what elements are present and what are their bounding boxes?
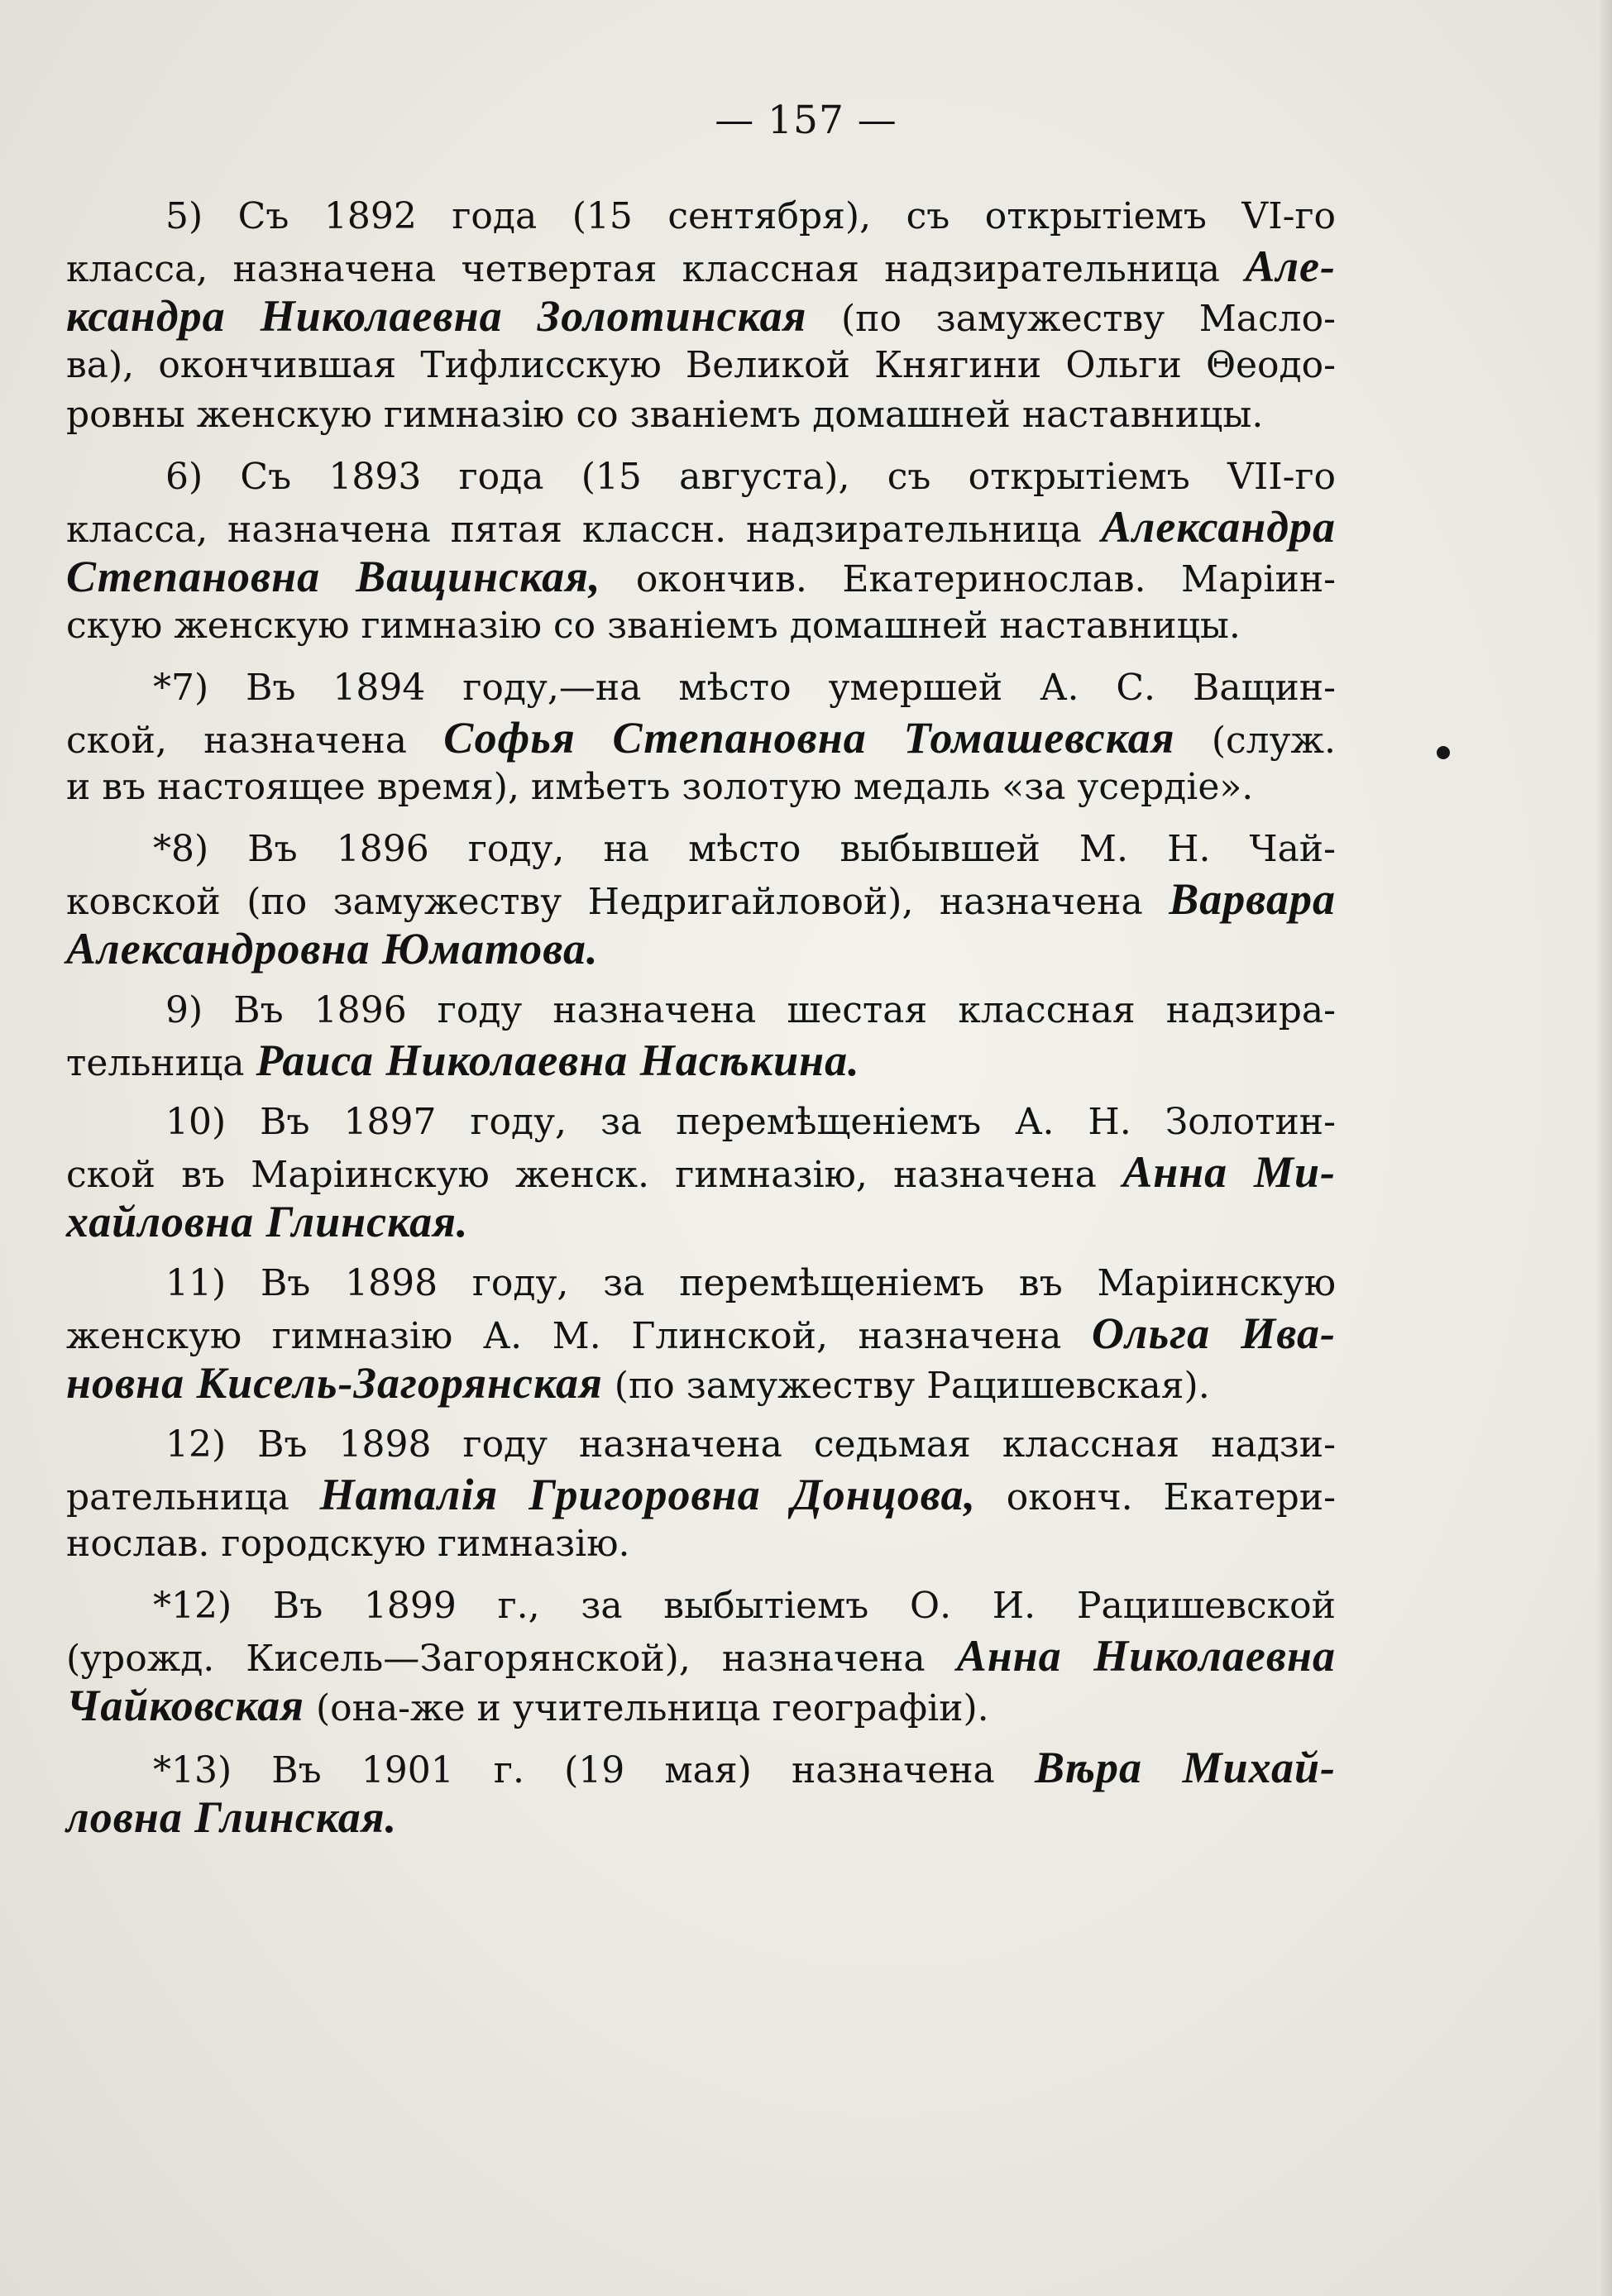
text-segment: тельница [66, 1042, 256, 1084]
text-line [66, 1098, 1336, 1147]
main-text [66, 192, 1336, 1854]
text-line [66, 452, 1336, 502]
text-line [66, 1519, 1336, 1569]
entry-paragraph [66, 1098, 1336, 1246]
entry-paragraph [66, 1743, 1336, 1842]
person-name: Чайковская [66, 1681, 304, 1730]
text-line [66, 1147, 1336, 1197]
entry-paragraph [66, 192, 1336, 440]
entry-paragraph [66, 825, 1336, 973]
person-name: Анна Николаевна [956, 1631, 1336, 1681]
person-name: Раиса Николаевна Насѣкина. [256, 1036, 860, 1085]
ink-spot [1437, 746, 1450, 759]
text-line [66, 763, 1336, 812]
person-name: Варвара [1169, 874, 1336, 924]
text-line [66, 1743, 1336, 1792]
text-segment: ской, назначена [66, 720, 444, 762]
text-segment: (по замужеству Рацишевская). [602, 1365, 1210, 1407]
text-line [66, 1681, 1336, 1730]
text-line [66, 924, 1336, 973]
text-segment: женскую гимназію А. М. Глинской, назначена [66, 1315, 1092, 1357]
person-name: Анна Ми- [1122, 1147, 1336, 1197]
text-segment: 9) Въ 1896 году назначена шестая классная надзира- [165, 989, 1336, 1031]
text-line [66, 390, 1336, 440]
text-segment: 11) Въ 1898 году, за перемѣщеніемъ въ Маріинскую [165, 1262, 1336, 1304]
text-segment: класса, назначена пятая классн. надзирательница [66, 509, 1102, 551]
entry-paragraph [66, 986, 1336, 1085]
text-segment: ва), окончившая Тифлисскую Великой Княгини Ольги Θеодо- [66, 344, 1336, 386]
text-line [66, 1420, 1336, 1470]
text-segment: 5) Съ 1892 года (15 сентября), съ открытіемъ VI-го [165, 195, 1336, 237]
text-line [66, 663, 1336, 713]
text-line [66, 1358, 1336, 1408]
text-line [66, 1259, 1336, 1308]
text-segment: *7) Въ 1894 году,—на мѣсто умершей А. С. Ващин- [153, 667, 1336, 709]
text-line [66, 1581, 1336, 1631]
text-segment: (служ. [1174, 720, 1336, 762]
person-name: хайловна Глинская. [66, 1197, 469, 1246]
text-segment: и въ настоящее время), имѣетъ золотую медаль «за усердіе». [66, 766, 1254, 808]
text-line [66, 1792, 1336, 1842]
text-line [66, 341, 1336, 390]
text-line [66, 242, 1336, 291]
text-line [66, 1470, 1336, 1519]
entry-paragraph [66, 1420, 1336, 1569]
text-segment: *12) Въ 1899 г., за выбытіемъ О. И. Рацишевской [153, 1585, 1336, 1627]
person-name: Александровна Юматова. [66, 924, 599, 973]
text-segment: нослав. городскую гимназію. [66, 1523, 630, 1565]
person-name: Софья Степановна Томашевская [443, 713, 1175, 763]
text-segment: (по замужеству Масло- [806, 298, 1336, 340]
text-segment: 12) Въ 1898 году назначена седьмая классная надзи- [165, 1423, 1336, 1466]
text-segment: оконч. Екатери- [976, 1476, 1336, 1519]
person-name: Ольга Ива- [1091, 1308, 1336, 1358]
text-segment: 6) Съ 1893 года (15 августа), съ открытіемъ VII-го [165, 456, 1336, 498]
text-segment: ской въ Маріинскую женск. гимназію, назначена [66, 1154, 1123, 1196]
text-line [66, 1197, 1336, 1246]
text-line [66, 713, 1336, 763]
text-line [66, 552, 1336, 601]
entry-paragraph [66, 452, 1336, 651]
person-name: новна Кисель-Загорянская [66, 1358, 603, 1408]
person-name: Вѣра Михай- [1034, 1743, 1336, 1792]
text-segment: 10) Въ 1897 году, за перемѣщеніемъ А. Н. Золотин- [165, 1101, 1336, 1143]
person-name: Александра [1101, 502, 1336, 552]
text-line [66, 986, 1336, 1036]
person-name: ловна Глинская. [66, 1792, 398, 1842]
entry-paragraph [66, 1259, 1336, 1408]
person-name: Але- [1245, 242, 1336, 291]
text-segment: *13) Въ 1901 г. (19 мая) назначена [153, 1749, 1035, 1791]
text-segment: рательница [66, 1476, 320, 1519]
text-line [66, 1631, 1336, 1681]
text-line [66, 825, 1336, 874]
text-line [66, 192, 1336, 242]
person-name: ксандра Николаевна Золотинская [66, 291, 807, 341]
text-segment: ковской (по замужеству Недригайловой), назначена [66, 881, 1170, 923]
person-name: Степановна Ващинская, [66, 552, 601, 601]
text-segment: класса, назначена четвертая классная надзирательница [66, 248, 1246, 290]
page-number: — 157 — [715, 98, 897, 143]
entry-paragraph [66, 1581, 1336, 1730]
text-line [66, 874, 1336, 924]
text-segment: скую женскую гимназію со званіемъ домашней наставницы. [66, 605, 1241, 647]
text-line [66, 502, 1336, 552]
text-segment: *8) Въ 1896 году, на мѣсто выбывшей М. Н. Чай- [153, 828, 1336, 870]
entry-paragraph [66, 663, 1336, 812]
person-name: Наталія Григоровна Донцова, [319, 1470, 977, 1519]
text-line [66, 1036, 1336, 1085]
text-segment: ровны женскую гимназію со званіемъ домашней наставницы. [66, 394, 1264, 436]
text-segment: (она-же и учительница географіи). [304, 1687, 989, 1729]
text-line [66, 291, 1336, 341]
text-line [66, 601, 1336, 651]
text-segment: (урожд. Кисель—Загорянской), назначена [66, 1638, 957, 1680]
text-line [66, 1308, 1336, 1358]
text-segment: окончив. Екатеринослав. Маріин- [600, 558, 1337, 600]
page-edge [1597, 0, 1612, 2296]
